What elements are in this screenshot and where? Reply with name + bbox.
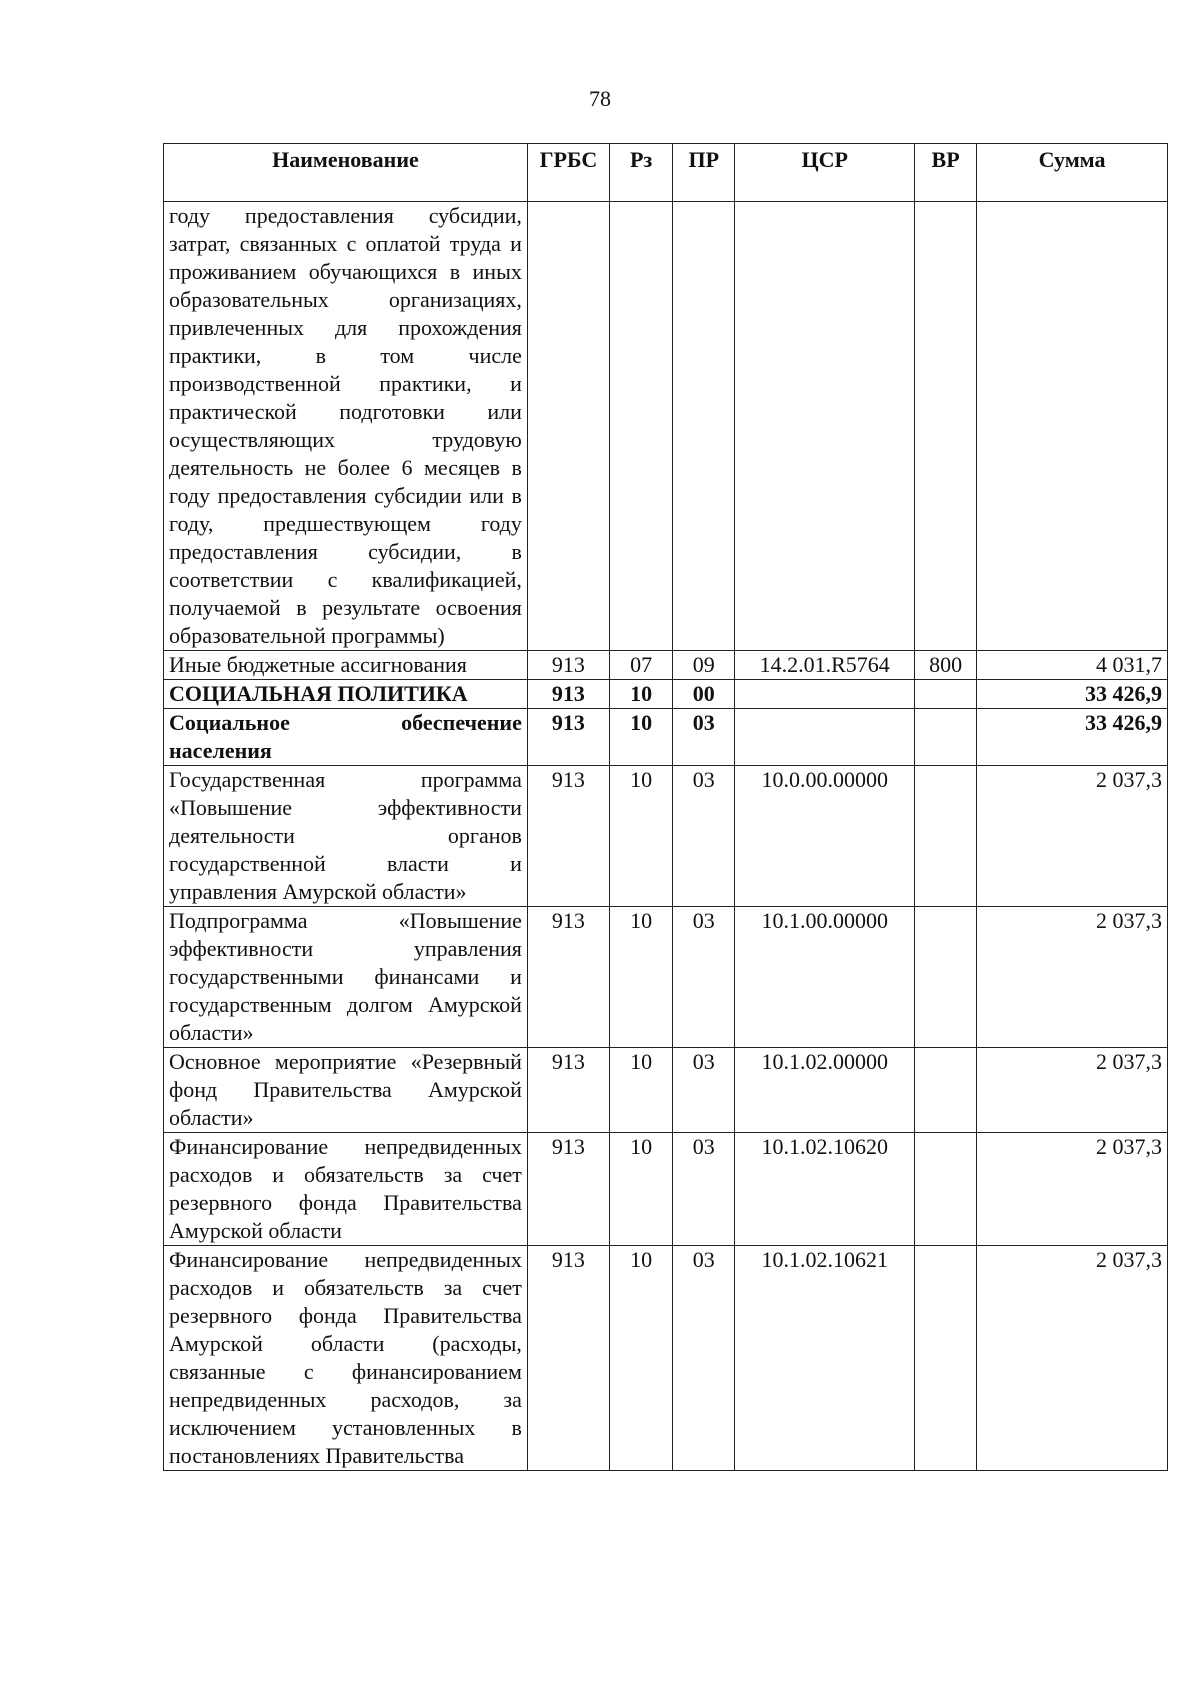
cell-amount: 2 037,3 xyxy=(977,1133,1168,1246)
cell-grbs: 913 xyxy=(527,907,609,1048)
cell-name: Иные бюджетные ассигнования xyxy=(164,651,528,680)
cell-amount: 33 426,9 xyxy=(977,709,1168,766)
table-row xyxy=(164,680,1168,709)
cell-rz xyxy=(609,202,672,651)
cell-grbs xyxy=(527,202,609,651)
cell-pr: 03 xyxy=(673,1246,735,1471)
cell-amount: 2 037,3 xyxy=(977,1246,1168,1471)
cell-name: Государственная программа «Повышение эффективности деятельности органов государственной власти и управления Амурской области» xyxy=(164,766,528,907)
cell-grbs: 913 xyxy=(527,680,609,709)
cell-grbs: 913 xyxy=(527,651,609,680)
cell-vr xyxy=(915,766,977,907)
header-vr: ВР xyxy=(915,144,977,202)
budget-table xyxy=(163,143,1168,1471)
cell-rz: 10 xyxy=(609,766,672,907)
table-row xyxy=(164,1246,1168,1471)
cell-csr xyxy=(735,709,915,766)
cell-grbs: 913 xyxy=(527,766,609,907)
header-rz: Рз xyxy=(609,144,672,202)
cell-vr xyxy=(915,202,977,651)
cell-csr xyxy=(735,680,915,709)
cell-name: СОЦИАЛЬНАЯ ПОЛИТИКА xyxy=(164,680,528,709)
table-body xyxy=(164,202,1168,1471)
cell-name: Подпрограмма «Повышение эффективности управления государственными финансами и государственным долгом Амурской области» xyxy=(164,907,528,1048)
cell-csr: 10.1.02.10621 xyxy=(735,1246,915,1471)
cell-name: Основное мероприятие «Резервный фонд Правительства Амурской области» xyxy=(164,1048,528,1133)
cell-amount: 33 426,9 xyxy=(977,680,1168,709)
cell-grbs: 913 xyxy=(527,1246,609,1471)
cell-name: Финансирование непредвиденных расходов и обязательств за счет резервного фонда Правительства Амурской области xyxy=(164,1133,528,1246)
cell-pr xyxy=(673,202,735,651)
cell-pr: 03 xyxy=(673,907,735,1048)
cell-name: году предоставления субсидии, затрат, связанных с оплатой труда и проживанием обучающихся в иных образовательных организациях, привлеченных для прохождения практики, в том числе производственной практики, и практической подготовки или осуществляющих трудовую деятельность не более 6 месяцев в году предоставления субсидии или в году, предшествующем году предоставления субсидии, в соответствии с квалификацией, получаемой в результате освоения образовательной программы) xyxy=(164,202,528,651)
cell-vr xyxy=(915,1246,977,1471)
cell-vr xyxy=(915,680,977,709)
cell-pr: 03 xyxy=(673,1133,735,1246)
cell-vr xyxy=(915,1133,977,1246)
cell-grbs: 913 xyxy=(527,1048,609,1133)
cell-grbs: 913 xyxy=(527,709,609,766)
cell-rz: 10 xyxy=(609,1048,672,1133)
cell-rz: 10 xyxy=(609,680,672,709)
cell-pr: 03 xyxy=(673,1048,735,1133)
cell-csr: 10.1.02.00000 xyxy=(735,1048,915,1133)
table-row xyxy=(164,907,1168,1048)
cell-rz: 10 xyxy=(609,1246,672,1471)
cell-amount xyxy=(977,202,1168,651)
cell-pr: 00 xyxy=(673,680,735,709)
header-pr: ПР xyxy=(673,144,735,202)
cell-vr xyxy=(915,907,977,1048)
cell-pr: 09 xyxy=(673,651,735,680)
cell-csr: 10.0.00.00000 xyxy=(735,766,915,907)
cell-amount: 2 037,3 xyxy=(977,1048,1168,1133)
header-csr: ЦСР xyxy=(735,144,915,202)
cell-csr: 14.2.01.R5764 xyxy=(735,651,915,680)
table-row xyxy=(164,709,1168,766)
cell-name: Социальное обеспечение населения xyxy=(164,709,528,766)
cell-amount: 2 037,3 xyxy=(977,907,1168,1048)
cell-rz: 10 xyxy=(609,709,672,766)
cell-vr xyxy=(915,709,977,766)
cell-amount: 4 031,7 xyxy=(977,651,1168,680)
header-name: Наименование xyxy=(164,144,528,202)
cell-pr: 03 xyxy=(673,766,735,907)
cell-vr xyxy=(915,1048,977,1133)
cell-rz: 10 xyxy=(609,907,672,1048)
table-row xyxy=(164,766,1168,907)
cell-csr: 10.1.00.00000 xyxy=(735,907,915,1048)
cell-name: Финансирование непредвиденных расходов и обязательств за счет резервного фонда Правительства Амурской области (расходы, связанные с финансированием непредвиденных расходов, за исключением установленных в постановлениях Правительства xyxy=(164,1246,528,1471)
cell-vr: 800 xyxy=(915,651,977,680)
cell-csr xyxy=(735,202,915,651)
cell-amount: 2 037,3 xyxy=(977,766,1168,907)
cell-pr: 03 xyxy=(673,709,735,766)
cell-grbs: 913 xyxy=(527,1133,609,1246)
table-header-row xyxy=(164,144,1168,202)
page-number: 78 xyxy=(589,86,611,111)
cell-rz: 07 xyxy=(609,651,672,680)
cell-csr: 10.1.02.10620 xyxy=(735,1133,915,1246)
table-row xyxy=(164,1048,1168,1133)
table-row xyxy=(164,202,1168,651)
header-amount: Сумма xyxy=(977,144,1168,202)
table-row xyxy=(164,1133,1168,1246)
table-row xyxy=(164,651,1168,680)
header-grbs: ГРБС xyxy=(527,144,609,202)
cell-rz: 10 xyxy=(609,1133,672,1246)
